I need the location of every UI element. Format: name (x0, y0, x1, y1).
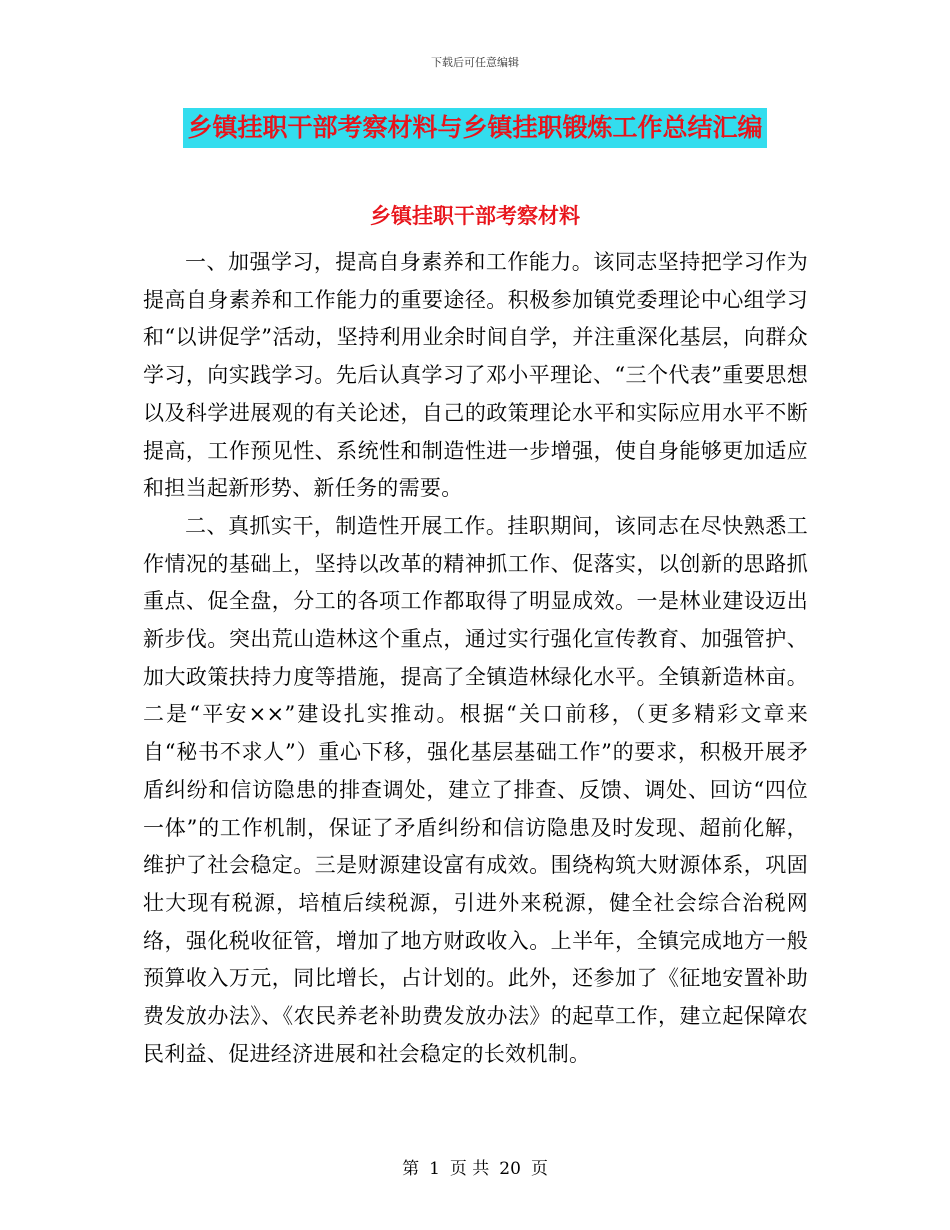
page-footer (0, 1154, 950, 1179)
paragraph-1: 一、加强学习，提高自身素养和工作能力。该同志坚持把学习作为提高自身素养和工作能力的重要途径。积极参加镇党委理论中心组学习和“以讲促学”活动，坚持利用业余时间自学，并注重深化基层，向群众学习，向实践学习。先后认真学习了邓小平理论、“三个代表”重要思想以及科学进展观的有关论述，自己的政策理论水平和实际应用水平不断提高，工作预见性、系统性和制造性进一步增强，使自身能够更加适应和担当起新形势、新任务的需要。 (143, 250, 808, 501)
paragraph-2: 二、真抓实干，制造性开展工作。挂职期间，该同志在尽快熟悉工作情况的基础上，坚持以改革的精神抓工作、促落实，以创新的思路抓重点、促全盘，分工的各项工作都取得了明显成效。一是林业建设迈出新步伐。突出荒山造林这个重点，通过实行强化宣传教育、加强管护、加大政策扶持力度等措施，提高了全镇造林绿化水平。全镇新造林亩。二是“平安××”建设扎实推动。根据“关口前移，（更多精彩文章来自“秘书不求人”）重心下移，强化基层基础工作”的要求，积极开展矛盾纠纷和信访隐患的排查调处，建立了排查、反馈、调处、回访“四位一体”的工作机制，保证了矛盾纠纷和信访隐患及时发现、超前化解，维护了社会稳定。三是财源建设富有成效。围绕构筑大财源体系，巩固壮大现有税源，培植后续税源，引进外来税源，健全社会综合治税网络，强化税收征管，增加了地方财政收入。上半年，全镇完成地方一般预算收入万元，同比增长，占计划的。此外，还参加了《征地安置补助费发放办法》、《农民养老补助费发放办法》的起草工作，建立起保障农民利益、促进经济进展和社会稳定的长效机制。 (143, 513, 808, 1066)
page-suffix: 页 (530, 1159, 548, 1179)
header-note: 下载后可任意编辑 (431, 56, 519, 69)
document-title: 乡镇挂职干部考察材料与乡镇挂职锻炼工作总结汇编 (183, 108, 766, 148)
page-number: 1 (429, 1159, 440, 1179)
page-prefix: 第 (402, 1159, 420, 1179)
section-title: 乡镇挂职干部考察材料 (370, 204, 580, 228)
document-title-wrapper (0, 108, 950, 148)
page-mid: 页 共 (449, 1159, 490, 1179)
page-total: 20 (499, 1159, 521, 1179)
body-text (143, 244, 808, 1073)
